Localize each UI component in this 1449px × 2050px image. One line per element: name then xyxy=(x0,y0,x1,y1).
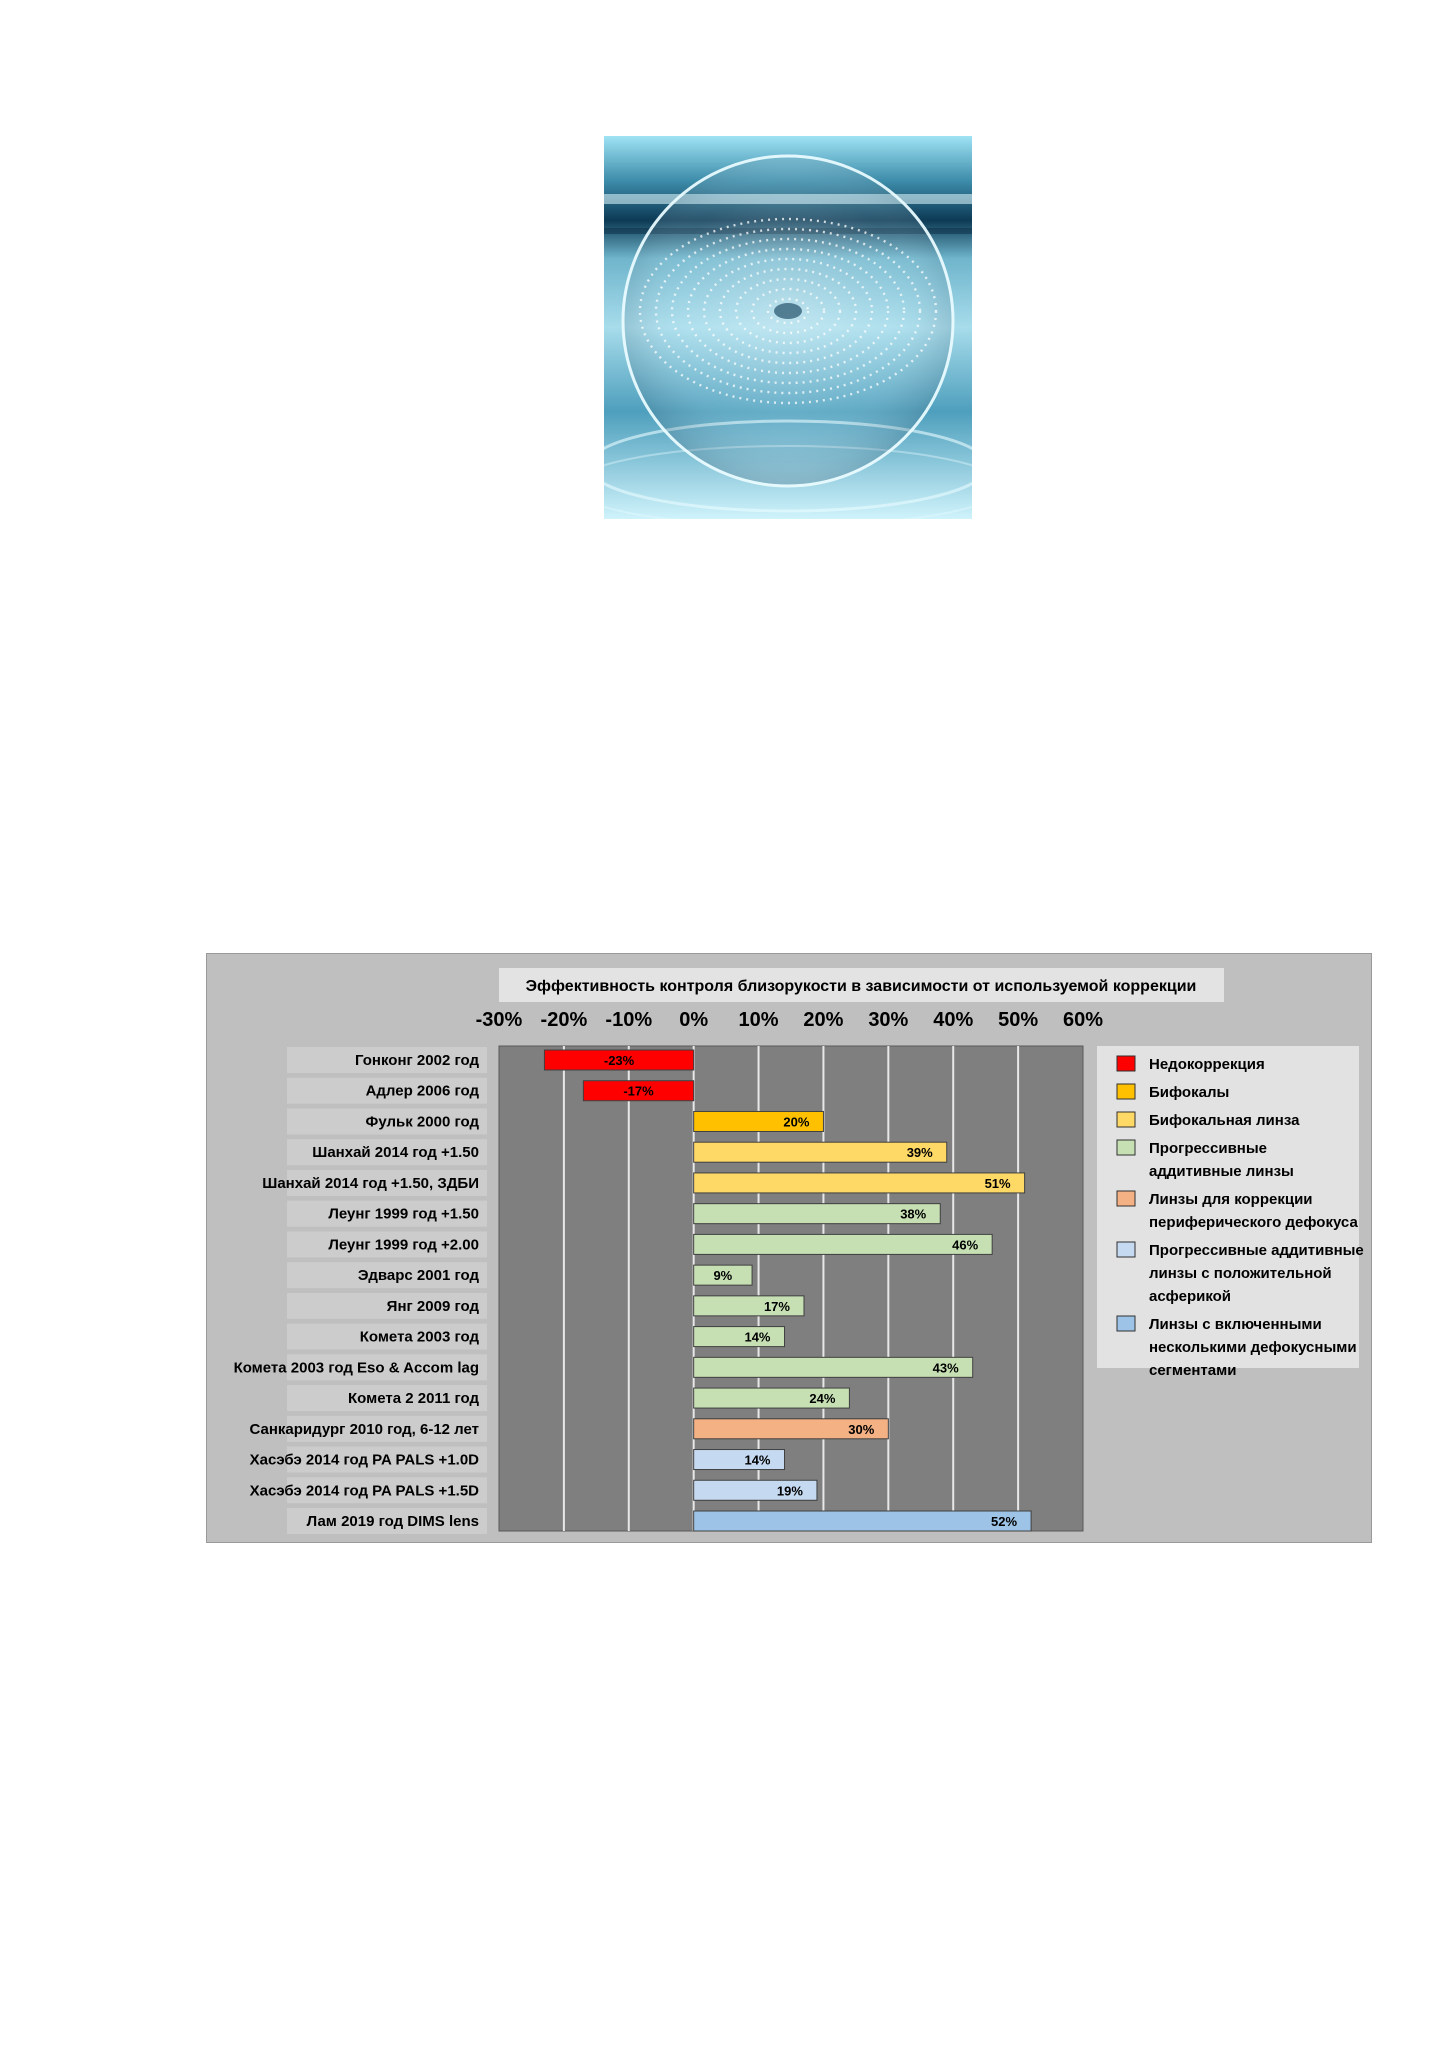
legend-label: Линзы для коррекции xyxy=(1149,1191,1313,1208)
category-label: Янг 2009 год xyxy=(386,1297,479,1315)
x-tick-label: 50% xyxy=(998,1009,1039,1031)
legend-label: Прогрессивные аддитивные xyxy=(1149,1242,1364,1259)
legend-swatch xyxy=(1117,1056,1135,1071)
bar xyxy=(694,1511,1031,1531)
category-label: Эдварс 2001 год xyxy=(357,1267,479,1285)
bar-data-label: 20% xyxy=(783,1114,810,1130)
bar xyxy=(694,1450,785,1470)
category-label: Гонконг 2002 год xyxy=(355,1052,479,1069)
x-tick-label: 30% xyxy=(868,1009,909,1031)
category-label: Леунг 1999 год +2.00 xyxy=(328,1236,479,1254)
x-tick-label: 40% xyxy=(933,1009,974,1031)
legend-swatch xyxy=(1117,1140,1135,1155)
x-tick-label: -30% xyxy=(475,1009,523,1031)
legend-label: линзы с положительной xyxy=(1149,1265,1332,1282)
chart-panel xyxy=(206,953,1372,1543)
legend-label: Бифокальная линза xyxy=(1149,1112,1300,1129)
x-tick-label: 0% xyxy=(679,1009,709,1031)
category-labels xyxy=(234,1047,487,1534)
bar-data-label: -17% xyxy=(623,1083,654,1099)
x-tick-label: 10% xyxy=(738,1009,779,1031)
legend-label: Линзы с включенными xyxy=(1149,1316,1322,1333)
category-label: Шанхай 2014 год +1.50, ЗДБИ xyxy=(262,1174,479,1192)
legend-swatch xyxy=(1117,1316,1135,1331)
lens-illustration xyxy=(604,136,972,519)
chart-title: Эффективность контроля близорукости в зависимости от используемой коррекции xyxy=(525,978,1197,995)
legend-swatch xyxy=(1117,1242,1135,1257)
legend-label: аддитивные линзы xyxy=(1149,1163,1294,1180)
legend-label: несколькими дефокусными xyxy=(1149,1339,1357,1356)
bar xyxy=(694,1357,973,1377)
bar-data-label: 14% xyxy=(744,1329,771,1345)
bar-data-label: 39% xyxy=(906,1145,933,1161)
bar-chart xyxy=(207,954,1373,1544)
bar-data-label: 46% xyxy=(952,1237,979,1253)
x-axis-ticks xyxy=(476,1009,1104,1031)
bar-data-label: 14% xyxy=(744,1452,771,1468)
bar-data-label: 24% xyxy=(809,1391,836,1407)
bar-data-label: 17% xyxy=(763,1298,790,1314)
category-label: Шанхай 2014 год +1.50 xyxy=(312,1144,479,1162)
legend-label: Недокоррекция xyxy=(1149,1056,1265,1073)
category-label: Комета 2 2011 год xyxy=(348,1390,479,1408)
category-label: Санкаридург 2010 год, 6-12 лет xyxy=(249,1420,479,1438)
bar-data-label: 19% xyxy=(776,1483,803,1499)
bar-data-label: 9% xyxy=(713,1268,733,1284)
legend-label: периферического дефокуса xyxy=(1149,1214,1358,1231)
x-tick-label: 60% xyxy=(1062,1009,1104,1031)
bar xyxy=(694,1327,785,1347)
bar xyxy=(694,1234,992,1254)
legend-swatch xyxy=(1117,1191,1135,1206)
category-label: Комета 2003 год xyxy=(359,1328,479,1346)
x-tick-label: -10% xyxy=(605,1009,653,1031)
lens-photo xyxy=(604,136,972,519)
category-label: Хасэбэ 2014 год PA PALS +1.5D xyxy=(249,1482,479,1500)
bar-data-label: 51% xyxy=(984,1175,1011,1191)
category-label: Фульк 2000 год xyxy=(365,1113,479,1131)
bar xyxy=(694,1173,1025,1193)
bar-data-label: 43% xyxy=(932,1360,959,1376)
category-label: Леунг 1999 год +1.50 xyxy=(328,1205,479,1223)
x-tick-label: 20% xyxy=(803,1009,844,1031)
legend-label: сегментами xyxy=(1149,1362,1237,1379)
category-label: Хасэбэ 2014 год PA PALS +1.0D xyxy=(249,1451,479,1469)
x-tick-label: -20% xyxy=(540,1009,588,1031)
legend xyxy=(1097,1046,1364,1379)
bar-data-label: -23% xyxy=(603,1053,635,1068)
legend-label: Бифокалы xyxy=(1149,1084,1230,1101)
bar-data-label: 30% xyxy=(848,1421,875,1437)
bar-data-label: 52% xyxy=(991,1514,1018,1529)
legend-label: асферикой xyxy=(1149,1288,1232,1305)
legend-swatch xyxy=(1117,1112,1135,1127)
legend-swatch xyxy=(1117,1084,1135,1099)
legend-label: Прогрессивные xyxy=(1149,1140,1268,1157)
category-label: Комета 2003 год Eso & Accom lag xyxy=(233,1359,479,1377)
category-label: Адлер 2006 год xyxy=(365,1082,479,1100)
bar-data-label: 38% xyxy=(900,1206,927,1222)
category-label: Лам 2019 год DIMS lens xyxy=(306,1513,479,1530)
